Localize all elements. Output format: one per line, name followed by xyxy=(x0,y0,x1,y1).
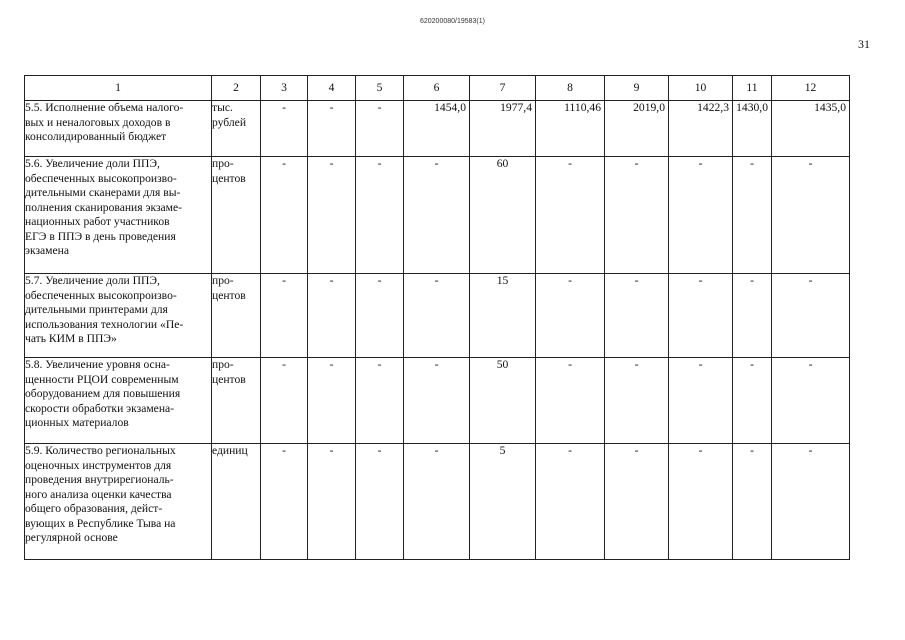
column-header-6: 6 xyxy=(404,76,470,101)
value-cell-col-9: - xyxy=(605,358,669,444)
unit-line: единиц xyxy=(212,444,248,457)
value-cell-col-9: - xyxy=(605,274,669,358)
table-row xyxy=(25,444,850,560)
value-cell-col-11: - xyxy=(733,444,772,560)
value-cell-col-7: 50 xyxy=(470,358,536,444)
value-cell-col-7: 15 xyxy=(470,274,536,358)
table-header xyxy=(25,76,850,101)
indicator-name-line: дительными принтерами для xyxy=(25,303,168,316)
indicator-name-line: вующих в Республике Тыва на xyxy=(25,516,176,530)
column-header-8: 8 xyxy=(536,76,605,101)
unit-line: центов xyxy=(212,171,246,185)
unit-line: тыс. xyxy=(212,101,233,114)
value-cell-col-7: 60 xyxy=(470,157,536,274)
value-cell-col-4: - xyxy=(308,358,356,444)
column-header-11: 11 xyxy=(733,76,772,101)
value-cell-col-6: - xyxy=(404,358,470,444)
value-cell-col-11: - xyxy=(733,157,772,274)
table-row xyxy=(25,274,850,358)
column-header-10: 10 xyxy=(669,76,733,101)
value-cell-col-6: 1454,0 xyxy=(404,101,470,157)
column-header-1: 1 xyxy=(25,76,212,101)
value-cell-col-12: 1435,0 xyxy=(772,101,850,157)
value-cell-col-11: - xyxy=(733,274,772,358)
unit-of-measure xyxy=(212,444,261,560)
unit-line: рублей xyxy=(212,115,247,129)
value-cell-col-10: - xyxy=(669,274,733,358)
column-header-5: 5 xyxy=(356,76,404,101)
value-cell-col-5: - xyxy=(356,274,404,358)
indicator-name-line: 5.5. Исполнение объема налого- xyxy=(25,101,184,114)
value-cell-col-6: - xyxy=(404,274,470,358)
column-header-12: 12 xyxy=(772,76,850,101)
indicator-name-line: 5.7. Увеличение доли ППЭ, xyxy=(25,274,160,287)
indicator-name-line: национных работ участников xyxy=(25,215,170,228)
unit-of-measure xyxy=(212,101,261,157)
indicator-name xyxy=(25,101,212,157)
value-cell-col-10: - xyxy=(669,444,733,560)
indicator-name xyxy=(25,157,212,274)
unit-of-measure xyxy=(212,157,261,274)
column-header-7: 7 xyxy=(470,76,536,101)
unit-line: про- xyxy=(212,358,234,371)
page-number: 31 xyxy=(858,37,870,51)
value-cell-col-7: 1977,4 xyxy=(470,101,536,157)
value-cell-col-11: 1430,0 xyxy=(733,101,772,157)
indicator-name-line: регулярной основе xyxy=(25,531,118,544)
unit-line: про- xyxy=(212,274,234,287)
value-cell-col-3: - xyxy=(261,157,308,274)
indicator-name-line: дительными сканерами для вы- xyxy=(25,186,181,199)
unit-line: центов xyxy=(212,372,246,386)
table-row xyxy=(25,358,850,444)
table-row xyxy=(25,157,850,274)
indicator-name-line: ного анализа оценки качества xyxy=(25,487,172,501)
value-cell-col-3: - xyxy=(261,274,308,358)
value-cell-col-10: - xyxy=(669,157,733,274)
table-body xyxy=(25,101,850,560)
document-id: 620200080/19583(1) xyxy=(419,18,485,25)
indicator-name-line: щенности РЦОИ современным xyxy=(25,372,179,386)
value-cell-col-3: - xyxy=(261,444,308,560)
value-cell-col-8: 1110,46 xyxy=(536,101,605,157)
column-header-3: 3 xyxy=(261,76,308,101)
indicator-name-line: ЕГЭ в ППЭ в день проведения xyxy=(25,229,176,243)
indicator-table xyxy=(24,75,850,560)
value-cell-col-5: - xyxy=(356,157,404,274)
value-cell-col-12: - xyxy=(772,444,850,560)
indicator-name-line: консолидированный бюджет xyxy=(25,130,167,143)
value-cell-col-5: - xyxy=(356,444,404,560)
indicator-name xyxy=(25,274,212,358)
indicator-name-line: чать КИМ в ППЭ» xyxy=(25,332,117,345)
table-row xyxy=(25,101,850,157)
unit-of-measure xyxy=(212,274,261,358)
value-cell-col-8: - xyxy=(536,444,605,560)
unit-of-measure xyxy=(212,358,261,444)
value-cell-col-8: - xyxy=(536,274,605,358)
value-cell-col-12: - xyxy=(772,358,850,444)
indicator-name-line: 5.8. Увеличение уровня осна- xyxy=(25,358,170,371)
indicator-name-line: скорости обработки экзамена- xyxy=(25,401,175,415)
indicator-name-line: оценочных инструментов для xyxy=(25,458,172,472)
indicator-name-line: экзамена xyxy=(25,244,70,257)
value-cell-col-4: - xyxy=(308,444,356,560)
indicator-name-line: оборудованием для повышения xyxy=(25,387,181,400)
value-cell-col-5: - xyxy=(356,101,404,157)
indicator-name xyxy=(25,444,212,560)
value-cell-col-3: - xyxy=(261,358,308,444)
indicator-name-line: 5.6. Увеличение доли ППЭ, xyxy=(25,157,160,170)
value-cell-col-8: - xyxy=(536,157,605,274)
value-cell-col-9: - xyxy=(605,157,669,274)
value-cell-col-6: - xyxy=(404,444,470,560)
value-cell-col-4: - xyxy=(308,101,356,157)
indicator-name xyxy=(25,358,212,444)
indicator-name-line: 5.9. Количество региональных xyxy=(25,444,176,457)
value-cell-col-10: - xyxy=(669,358,733,444)
indicator-name-line: ционных материалов xyxy=(25,416,129,429)
indicator-name-line: использования технологии «Пе- xyxy=(25,317,184,331)
column-header-2: 2 xyxy=(212,76,261,101)
value-cell-col-8: - xyxy=(536,358,605,444)
value-cell-col-10: 1422,3 xyxy=(669,101,733,157)
value-cell-col-3: - xyxy=(261,101,308,157)
column-header-9: 9 xyxy=(605,76,669,101)
value-cell-col-9: 2019,0 xyxy=(605,101,669,157)
value-cell-col-11: - xyxy=(733,358,772,444)
column-header-4: 4 xyxy=(308,76,356,101)
value-cell-col-7: 5 xyxy=(470,444,536,560)
indicator-name-line: проведения внутрирегиональ- xyxy=(25,473,174,486)
value-cell-col-12: - xyxy=(772,274,850,358)
value-cell-col-5: - xyxy=(356,358,404,444)
indicator-name-line: обеспеченных высокопроизво- xyxy=(25,171,177,185)
value-cell-col-4: - xyxy=(308,157,356,274)
value-cell-col-4: - xyxy=(308,274,356,358)
unit-line: центов xyxy=(212,288,246,302)
indicator-name-line: обеспеченных высокопроизво- xyxy=(25,288,177,302)
indicator-name-line: общего образования, дейст- xyxy=(25,502,163,515)
value-cell-col-6: - xyxy=(404,157,470,274)
value-cell-col-9: - xyxy=(605,444,669,560)
value-cell-col-12: - xyxy=(772,157,850,274)
unit-line: про- xyxy=(212,157,234,170)
indicator-name-line: вых и неналоговых доходов в xyxy=(25,115,171,129)
indicator-name-line: полнения сканирования экзаме- xyxy=(25,200,183,214)
